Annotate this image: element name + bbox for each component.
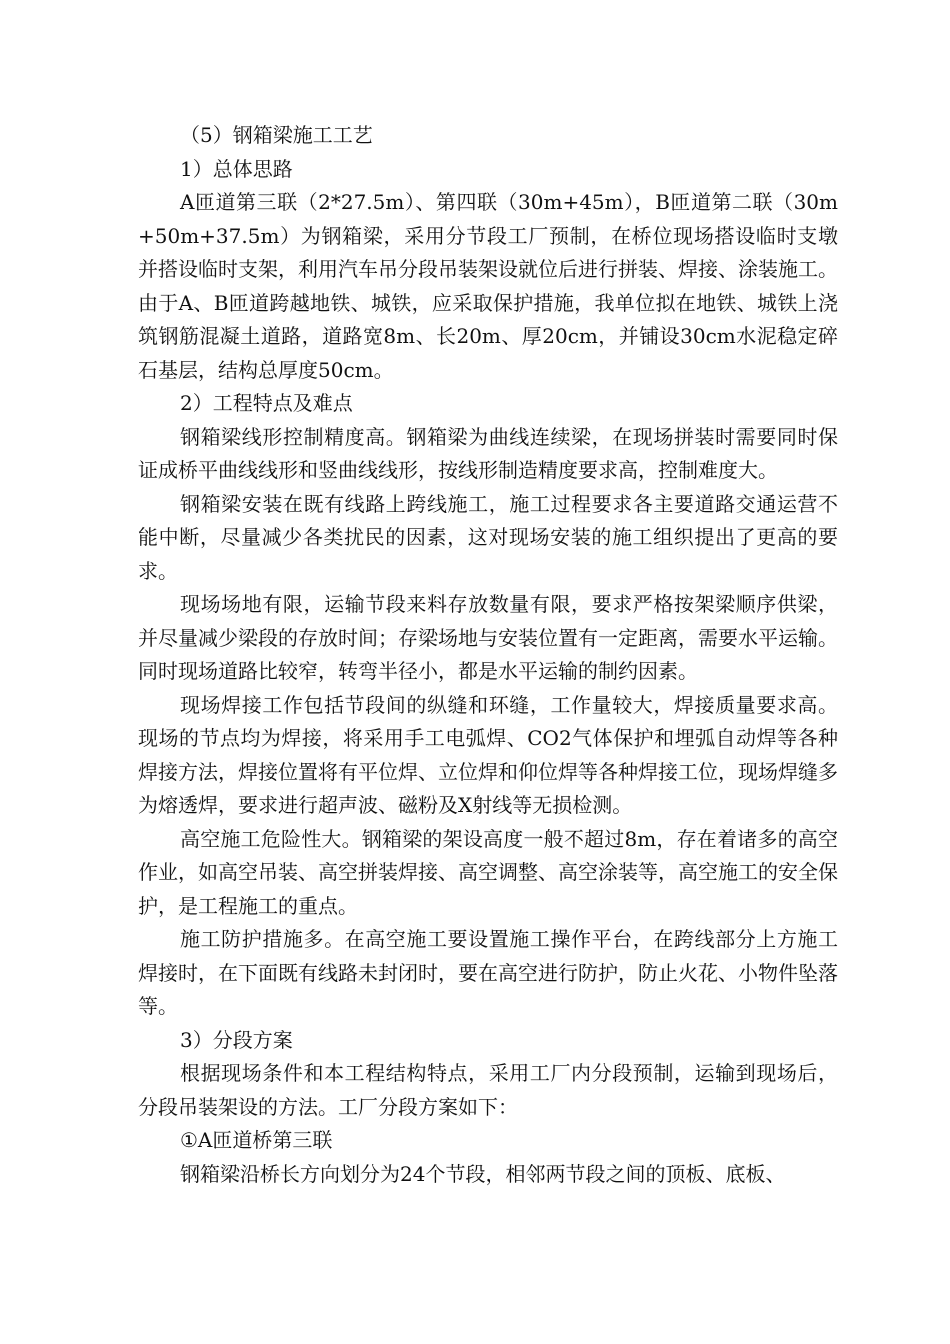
paragraph: 现场场地有限，运输节段来料存放数量有限，要求严格按架梁顺序供梁，并尽量减少梁段的存放时间；存梁场地与安装位置有一定距离，需要水平运输。同时现场道路比较窄，转弯半径小，都是水平运输的制约因素。 [138, 592, 838, 683]
subsection-heading: 1）总体思路 [180, 156, 293, 181]
paragraph: 钢箱梁线形控制精度高。钢箱梁为曲线连续梁，在现场拼装时需要同时保证成桥平曲线线形和竖曲线线形，按线形制造精度要求高，控制难度大。 [138, 424, 838, 482]
document-body [138, 119, 838, 1191]
subsection-heading: 3）分段方案 [180, 1027, 293, 1052]
paragraph: A匝道第三联（2*27.5m）、第四联（30m+45m），B匝道第二联（30m+50m+37.5m）为钢箱梁，采用分节段工厂预制，在桥位现场搭设临时支墩并搭设临时支架，利用汽车吊分段吊装架设就位后进行拼装、焊接、涂装施工。由于A、B匝道跨越地铁、城铁，应采取保护措施，我单位拟在地铁、城铁上浇筑钢筋混凝土道路，道路宽8m、长20m、厚20cm，并铺设30cm水泥稳定碎石基层，结构总厚度50cm。 [138, 190, 838, 382]
paragraph: 根据现场条件和本工程结构特点，采用工厂内分段预制，运输到现场后，分段吊装架设的方法。工厂分段方案如下： [138, 1061, 838, 1119]
section-heading: （5）钢箱梁施工工艺 [180, 123, 373, 147]
paragraph: 高空施工危险性大。钢箱梁的架设高度一般不超过8m，存在着诸多的高空作业，如高空吊装、高空拼装焊接、高空调整、高空涂装等，高空施工的安全保护，是工程施工的重点。 [138, 826, 838, 918]
paragraph: 钢箱梁沿桥长方向划分为24个节段，相邻两节段之间的顶板、底板、 [180, 1161, 786, 1186]
paragraph: 现场焊接工作包括节段间的纵缝和环缝，工作量较大，焊接质量要求高。现场的节点均为焊接，将采用手工电弧焊、CO2气体保护和埋弧自动焊等各种焊接方法，焊接位置将有平位焊、立位焊和仰位焊等各种焊接工位，现场焊缝多为熔透焊，要求进行超声波、磁粉及X射线等无损检测。 [138, 692, 838, 817]
paragraph: 钢箱梁安装在既有线路上跨线施工，施工过程要求各主要道路交通运营不能中断，尽量减少各类扰民的因素，这对现场安装的施工组织提出了更高的要求。 [138, 491, 838, 583]
subsection-heading: 2）工程特点及难点 [180, 391, 353, 415]
item-heading: ①A匝道桥第三联 [180, 1128, 333, 1152]
paragraph: 施工防护措施多。在高空施工要设置施工操作平台，在跨线部分上方施工焊接时，在下面既有线路未封闭时，要在高空进行防护，防止火花、小物件坠落等。 [138, 927, 838, 1018]
